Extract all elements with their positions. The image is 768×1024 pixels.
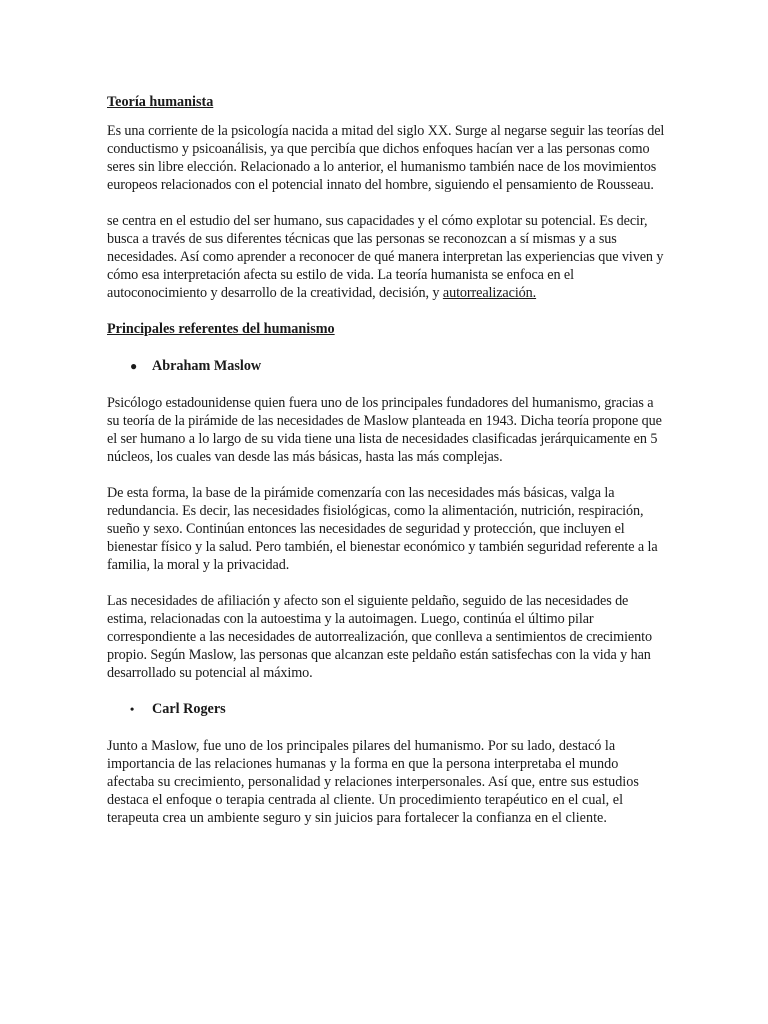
focus-text: se centra en el estudio del ser humano, sus capacidades y el cómo explotar su potencial. Es decir, busca a través de sus diferentes técnicas que las personas se reconozcan a sí mismas y a sus necesidades. Así como aprender a reconocer de qué manera interpretan las experiencias que viven y cómo esa interpretación afecta su estilo de vida. La teoría humanista se enfoca en el autoconocimiento y desarrollo de la creatividad, decisión, y bbox=[107, 213, 664, 301]
rogers-paragraph-1: Junto a Maslow, fue uno de los principales pilares del humanismo. Por su lado, destacó la importancia de las relaciones humanas y la forma en que la persona interpretaba el mundo afectaba su crecimiento, personalidad y relaciones interpersonales. Así que, entre sus estudios destaca el enfoque o terapia centrada al cliente. Un procedimiento terapéutico en el cual, el terapeuta crea un ambiente seguro y sin juicios para fortalecer la confianza en el cliente. bbox=[107, 738, 639, 826]
maslow-heading: Abraham Maslow bbox=[152, 358, 262, 374]
document-title: Teoría humanista bbox=[107, 94, 214, 110]
maslow-paragraph-3: Las necesidades de afiliación y afecto son el siguiente peldaño, seguido de las necesidades de estima, relacionadas con la autoestima y la autoimagen. Luego, continúa el último pilar correspondiente a las necesidades de autorrealización, que conlleva a sentimientos de crecimiento propio. Según Maslow, las personas que alcanzan este peldaño están satisfechas con la vida y han desarrollado su potencial al máximo. bbox=[107, 593, 652, 681]
bullet-dot-icon: ● bbox=[130, 359, 138, 373]
intro-paragraph: Es una corriente de la psicología nacida a mitad del siglo XX. Surge al negarse seguir las teorías del conductismo y psicoanálisis, ya que percibía que dichos enfoques hacían ver a las personas como seres sin libre elección. Relacionado a lo anterior, el humanismo también nace de los movimientos europeos relacionados con el potencial innato del hombre, siguiendo el pensamiento de Rousseau. bbox=[107, 123, 665, 193]
maslow-paragraph-2: De esta forma, la base de la pirámide comenzaría con las necesidades más básicas, valga la redundancia. Es decir, las necesidades fisiológicas, como la alimentación, nutrición, respiración, sueño y sexo. Continúan entonces las necesidades de seguridad y protección, que incluyen el bienestar físico y la salud. Pero también, el bienestar económico y también seguridad referente a la familia, la moral y la privacidad. bbox=[107, 485, 658, 573]
bullet-dot-icon: • bbox=[130, 702, 135, 716]
bullet-rogers bbox=[130, 700, 667, 718]
document-page bbox=[107, 93, 667, 845]
maslow-paragraph-1: Psicólogo estadounidense quien fuera uno de los principales fundadores del humanismo, gracias a su teoría de la pirámide de las necesidades de Maslow planteada en 1943. Dicha teoría propone que el ser humano a lo largo de su vida tiene una lista de necesidades clasificadas jerárquicamente en 5 núcleos, los cuales van desde las más básicas, hasta las más complejas. bbox=[107, 395, 662, 465]
autorrealizacion-link[interactable]: autorrealización. bbox=[442, 285, 537, 301]
bullet-maslow bbox=[130, 357, 667, 375]
focus-paragraph bbox=[107, 212, 667, 302]
rogers-heading: Carl Rogers bbox=[152, 701, 226, 717]
section-title: Principales referentes del humanismo bbox=[107, 321, 335, 337]
